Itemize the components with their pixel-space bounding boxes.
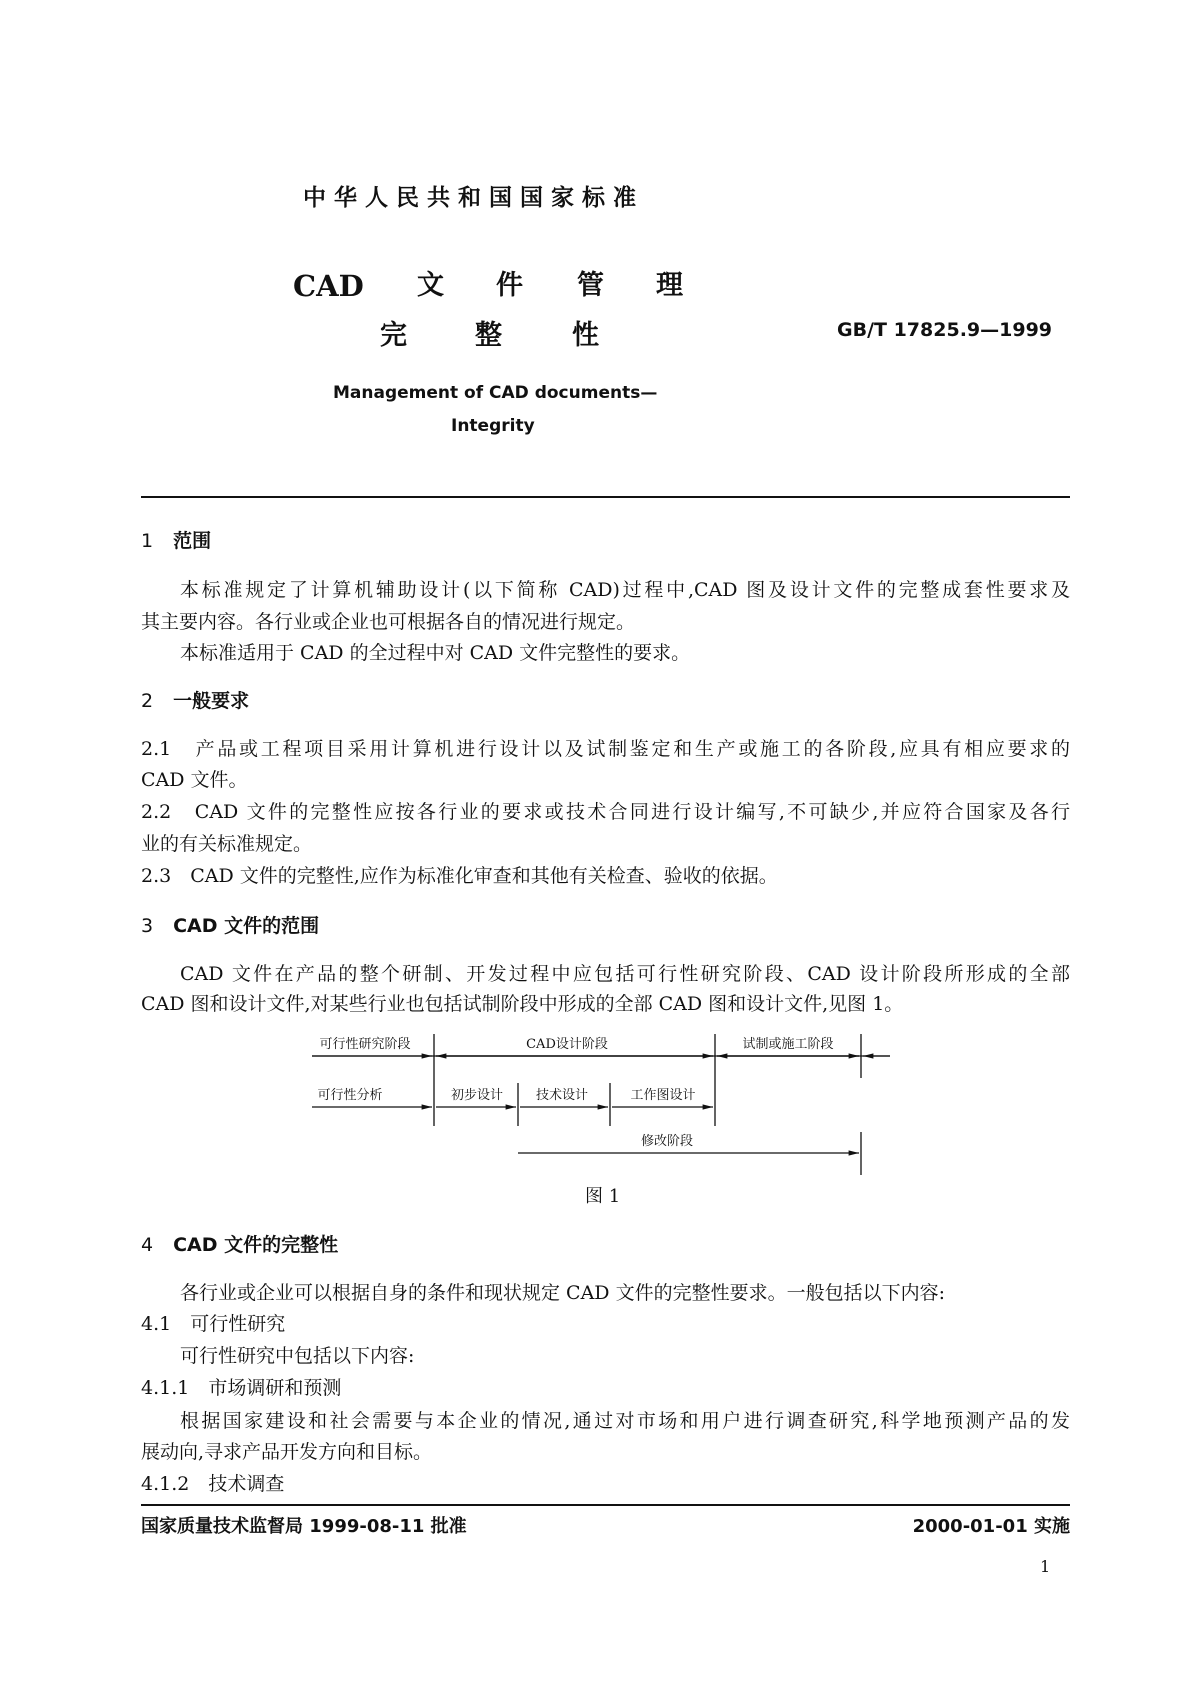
clause-line: 2.2 CAD 文件的完整性应按各行业的要求或技术合同进行设计编写,不可缺少,并应符合国家及各行 [141,801,1070,823]
title-word: 文 [417,270,444,301]
title-word: 完 [380,320,407,351]
clause-line: 业的有关标准规定。 [141,833,313,855]
stage-label: 修改阶段 [640,1134,694,1149]
section-4-heading [141,1233,338,1257]
national-standard-heading: 中华人民共和国国家标准 [303,185,644,211]
section-number: 4 [141,1234,154,1256]
footer-divider [141,1504,1070,1506]
effective-date: 2000-01-01 实施 [912,1516,1070,1537]
stage-label: 工作图设计 [630,1088,696,1103]
clause-line: 2.1 产品或工程项目采用计算机进行设计以及试制鉴定和生产或施工的各阶段,应具有相应要求的 [141,738,1070,760]
clause-heading: 4.1 可行性研究 [141,1313,286,1335]
section-title: 范围 [173,530,212,552]
title-word: 管 [577,270,604,301]
stage-label: 技术设计 [535,1088,589,1103]
paragraph-line: 根据国家建设和社会需要与本企业的情况,通过对市场和用户进行调查研究,科学地预测产品的发 [180,1410,1070,1432]
english-title-line2: Integrity [451,416,535,436]
section-title: CAD 文件的完整性 [173,1234,339,1256]
paragraph-line: 可行性研究中包括以下内容: [180,1345,415,1367]
section-number: 2 [141,690,154,712]
english-title-line1: Management of CAD documents— [333,383,658,403]
paragraph-line: CAD 文件在产品的整个研制、开发过程中应包括可行性研究阶段、CAD 设计阶段所形成的全部 [180,963,1070,985]
title-word: CAD [293,269,364,303]
clause-heading: 4.1.2 技术调查 [141,1473,285,1495]
title-word: 理 [656,270,683,301]
stage-label: 试制或施工阶段 [742,1037,834,1052]
standard-code: GB/T 17825.9—1999 [837,319,1053,341]
title-word: 性 [572,320,599,351]
paragraph-line: 本标准规定了计算机辅助设计(以下简称 CAD)过程中,CAD 图及设计文件的完整成套性要求及 [180,579,1070,601]
stage-label: 可行性分析 [317,1088,383,1103]
section-title: 一般要求 [173,690,250,712]
clause-line: CAD 文件。 [141,769,248,791]
paragraph-line: CAD 图和设计文件,对某些行业也包括试制阶段中形成的全部 CAD 图和设计文件,见图 1。 [141,993,904,1015]
figure-caption: 图 1 [585,1186,621,1207]
approval-date: 国家质量技术监督局 1999-08-11 批准 [141,1516,467,1537]
stage-label: CAD设计阶段 [526,1037,608,1052]
paragraph-line: 本标准适用于 CAD 的全过程中对 CAD 文件完整性的要求。 [180,642,691,664]
section-title: CAD 文件的范围 [173,915,320,937]
paragraph-line: 其主要内容。各行业或企业也可根据各自的情况进行规定。 [141,611,636,633]
clause-line: 2.3 CAD 文件的完整性,应作为标准化审查和其他有关检查、验收的依据。 [141,865,778,887]
stage-label: 可行性研究阶段 [319,1037,411,1052]
paragraph-line: 展动向,寻求产品开发方向和目标。 [141,1441,433,1463]
title-word: 整 [475,320,502,351]
section-number: 1 [141,530,154,552]
title-word: 件 [496,270,523,301]
clause-heading: 4.1.1 市场调研和预测 [141,1377,342,1399]
section-number: 3 [141,915,154,937]
page-number: 1 [1040,1557,1051,1576]
paragraph-line: 各行业或企业可以根据自身的条件和现状规定 CAD 文件的完整性要求。一般包括以下内容: [180,1282,945,1304]
stage-label: 初步设计 [450,1088,504,1103]
